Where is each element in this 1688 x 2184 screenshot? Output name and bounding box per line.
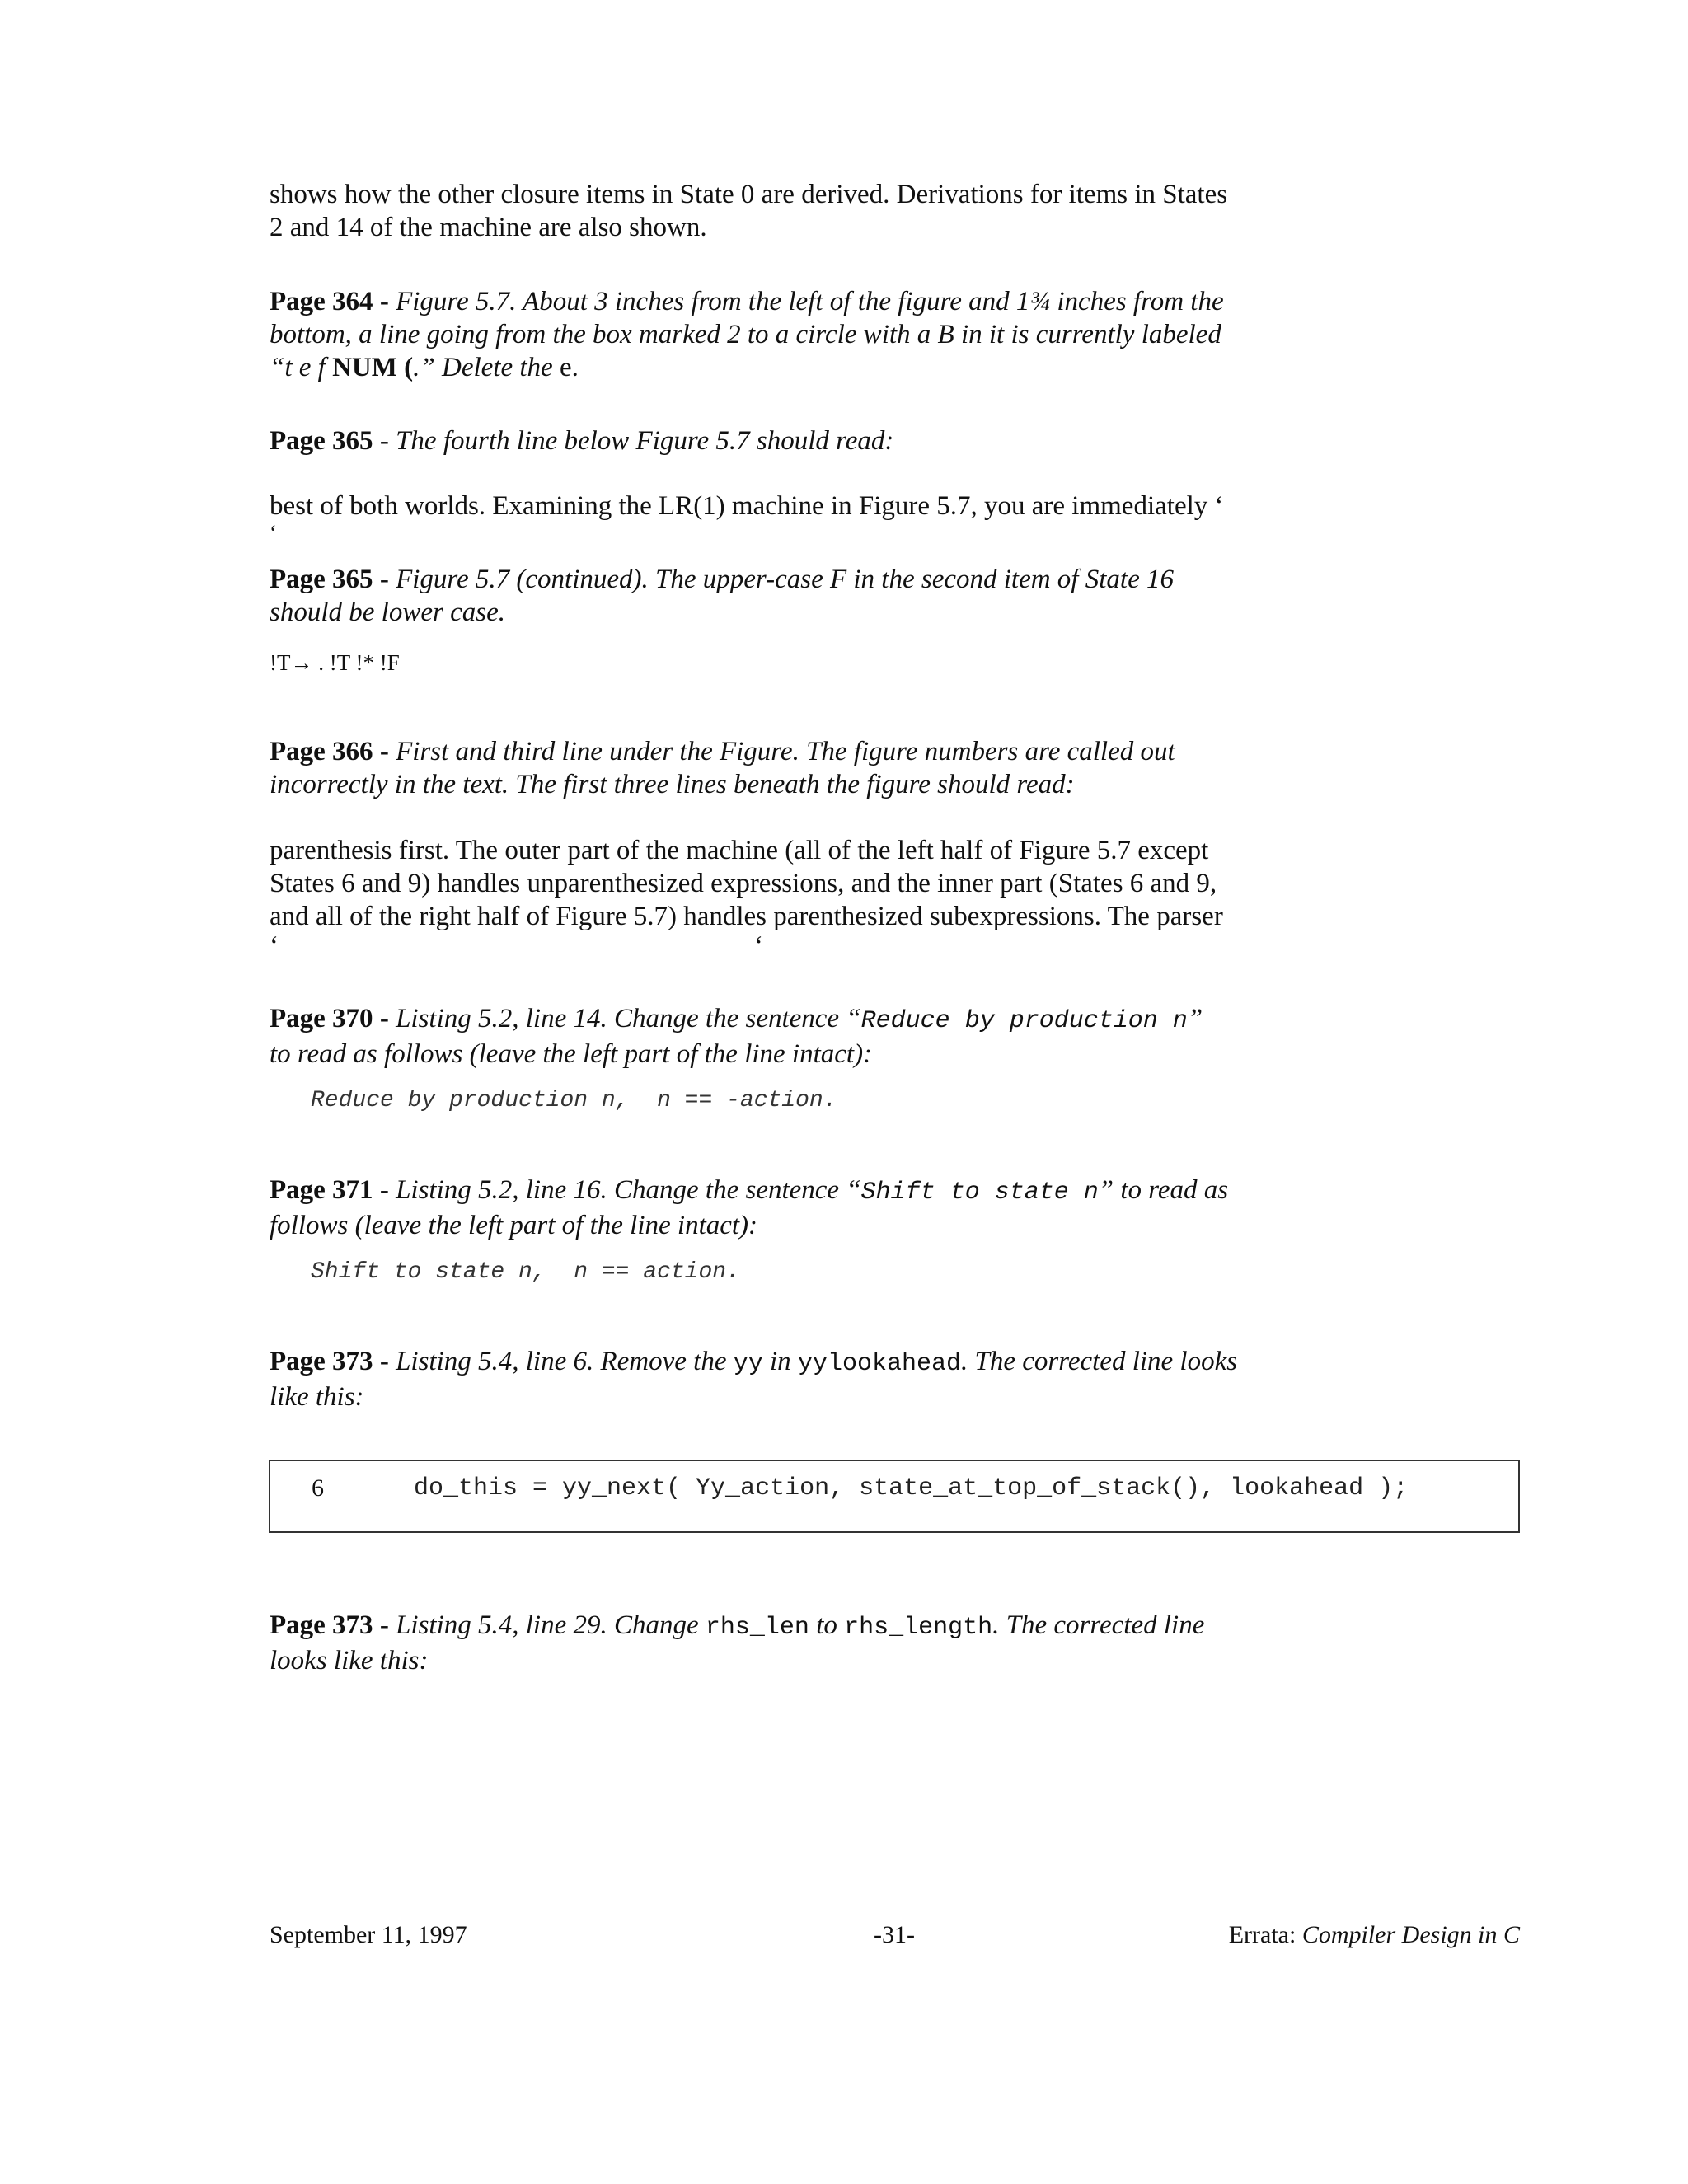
erratum-text: like this: <box>270 1382 364 1412</box>
inline-code: Reduce by production n <box>860 1007 1188 1035</box>
erratum-page-label: Page 373 <box>270 1347 373 1376</box>
corrected-text-mark: ‘ <box>754 931 763 961</box>
erratum-text: “t e f <box>270 353 333 382</box>
footer-title <box>1229 1920 1520 1950</box>
erratum-token: e. <box>559 353 579 382</box>
erratum-separator: - <box>373 1004 396 1033</box>
erratum-text: First and third line under the Figure. The figure numbers are called out <box>396 737 1175 766</box>
inline-code: Shift to state n <box>860 1179 1099 1207</box>
erratum-text: . The corrected line <box>992 1610 1205 1640</box>
inline-code: yy <box>733 1350 763 1378</box>
erratum-text: follows (leave the left part of the line intact): <box>270 1211 758 1240</box>
erratum-page-label: Page 371 <box>270 1175 373 1205</box>
erratum-text: ” <box>1187 1004 1203 1033</box>
erratum-separator: - <box>373 565 396 594</box>
erratum-366-body <box>270 834 1249 933</box>
erratum-separator: - <box>373 737 396 766</box>
erratum-text: to read as follows (leave the left part of the line intact): <box>270 1039 873 1069</box>
erratum-text: incorrectly in the text. The first three lines beneath the figure should read: <box>270 770 1075 799</box>
intro-line-1: shows how the other closure items in State 0 are derived. Derivations for items in States <box>270 180 1228 209</box>
erratum-text: The fourth line below Figure 5.7 should read: <box>396 426 894 456</box>
erratum-text: Listing 5.2, line 14. Change the sentence “ <box>396 1004 861 1033</box>
erratum-text: .” Delete the <box>413 353 560 382</box>
footer-book-title: Compiler Design in C <box>1301 1921 1520 1948</box>
erratum-text: in <box>762 1347 798 1376</box>
erratum-text: . The corrected line looks <box>960 1347 1238 1376</box>
listing-line-number: 6 <box>312 1474 324 1502</box>
erratum-page-label: Page 370 <box>270 1004 373 1033</box>
erratum-text: bottom, a line going from the box marked 2 to a circle with a B in it is currently labeled <box>270 320 1221 349</box>
corrected-text-line: and all of the right half of Figure 5.7) handles parenthesized subexpressions. The parser <box>270 902 1223 931</box>
erratum-text: Listing 5.4, line 6. Remove the <box>396 1347 734 1376</box>
erratum-365-a-body <box>270 490 1249 544</box>
erratum-page-label: Page 364 <box>270 287 373 316</box>
code-example: Reduce by production n, n == -action. <box>311 1088 837 1113</box>
erratum-text: Figure 5.7 (continued). The upper-case F in the second item of State 16 <box>396 565 1174 594</box>
erratum-page-label: Page 366 <box>270 737 373 766</box>
erratum-text: ” to read as <box>1098 1175 1229 1205</box>
footer-date: September 11, 1997 <box>270 1921 467 1948</box>
inline-code: yylookahead <box>797 1350 961 1378</box>
erratum-page-label: Page 365 <box>270 565 373 594</box>
intro-paragraph <box>270 178 1249 244</box>
erratum-page-365-b <box>270 563 1249 629</box>
corrected-text-mark: ‘ <box>270 931 279 961</box>
erratum-text: Figure 5.7. About 3 inches from the left of the figure and 1¾ inches from the <box>396 287 1224 316</box>
footer-title-prefix: Errata: <box>1228 1921 1302 1948</box>
corrected-text-mark: ‘ <box>270 521 277 545</box>
erratum-365-b-body <box>270 649 1249 677</box>
erratum-page-label: Page 365 <box>270 426 373 456</box>
corrected-text-line: States 6 and 9) handles unparenthesized expressions, and the inner part (States 6 and 9, <box>270 869 1217 898</box>
erratum-separator: - <box>373 1347 396 1376</box>
inline-code: rhs_length <box>844 1614 993 1642</box>
corrected-text-line: parenthesis first. The outer part of the machine (all of the left half of Figure 5.7 except <box>270 836 1209 865</box>
erratum-page-370 <box>270 1002 1249 1071</box>
inline-code: rhs_len <box>705 1614 809 1642</box>
listing-code-line: do_this = yy_next( Yy_action, state_at_top_of_stack(), lookahead ); <box>414 1474 1409 1502</box>
code-example: Shift to state n, n == action. <box>311 1259 740 1285</box>
corrected-text-line: best of both worlds. Examining the LR(1) machine in Figure 5.7, you are immediately ‘ <box>270 491 1224 521</box>
erratum-page-371 <box>270 1174 1249 1242</box>
erratum-text: Listing 5.4, line 29. Change <box>396 1610 706 1640</box>
erratum-text: should be lower case. <box>270 598 505 627</box>
erratum-page-373-b <box>270 1609 1249 1677</box>
erratum-text: Listing 5.2, line 16. Change the sentence “ <box>396 1175 861 1205</box>
erratum-separator: - <box>373 1610 396 1640</box>
intro-line-2: 2 and 14 of the machine are also shown. <box>270 213 707 242</box>
erratum-page-366 <box>270 735 1249 801</box>
erratum-page-365-a <box>270 424 1249 457</box>
production-item: !T→ . !T !* !F <box>270 650 400 675</box>
erratum-text: looks like this: <box>270 1646 429 1675</box>
erratum-token: NUM ( <box>332 353 414 382</box>
erratum-text: to <box>809 1610 845 1640</box>
erratum-page-label: Page 373 <box>270 1610 373 1640</box>
erratum-separator: - <box>373 287 396 316</box>
erratum-page-364 <box>270 285 1249 384</box>
erratum-page-373-a <box>270 1345 1249 1413</box>
code-listing-box <box>269 1460 1520 1533</box>
erratum-separator: - <box>373 1175 396 1205</box>
erratum-separator: - <box>373 426 396 456</box>
footer-page-number: -31- <box>874 1921 915 1948</box>
